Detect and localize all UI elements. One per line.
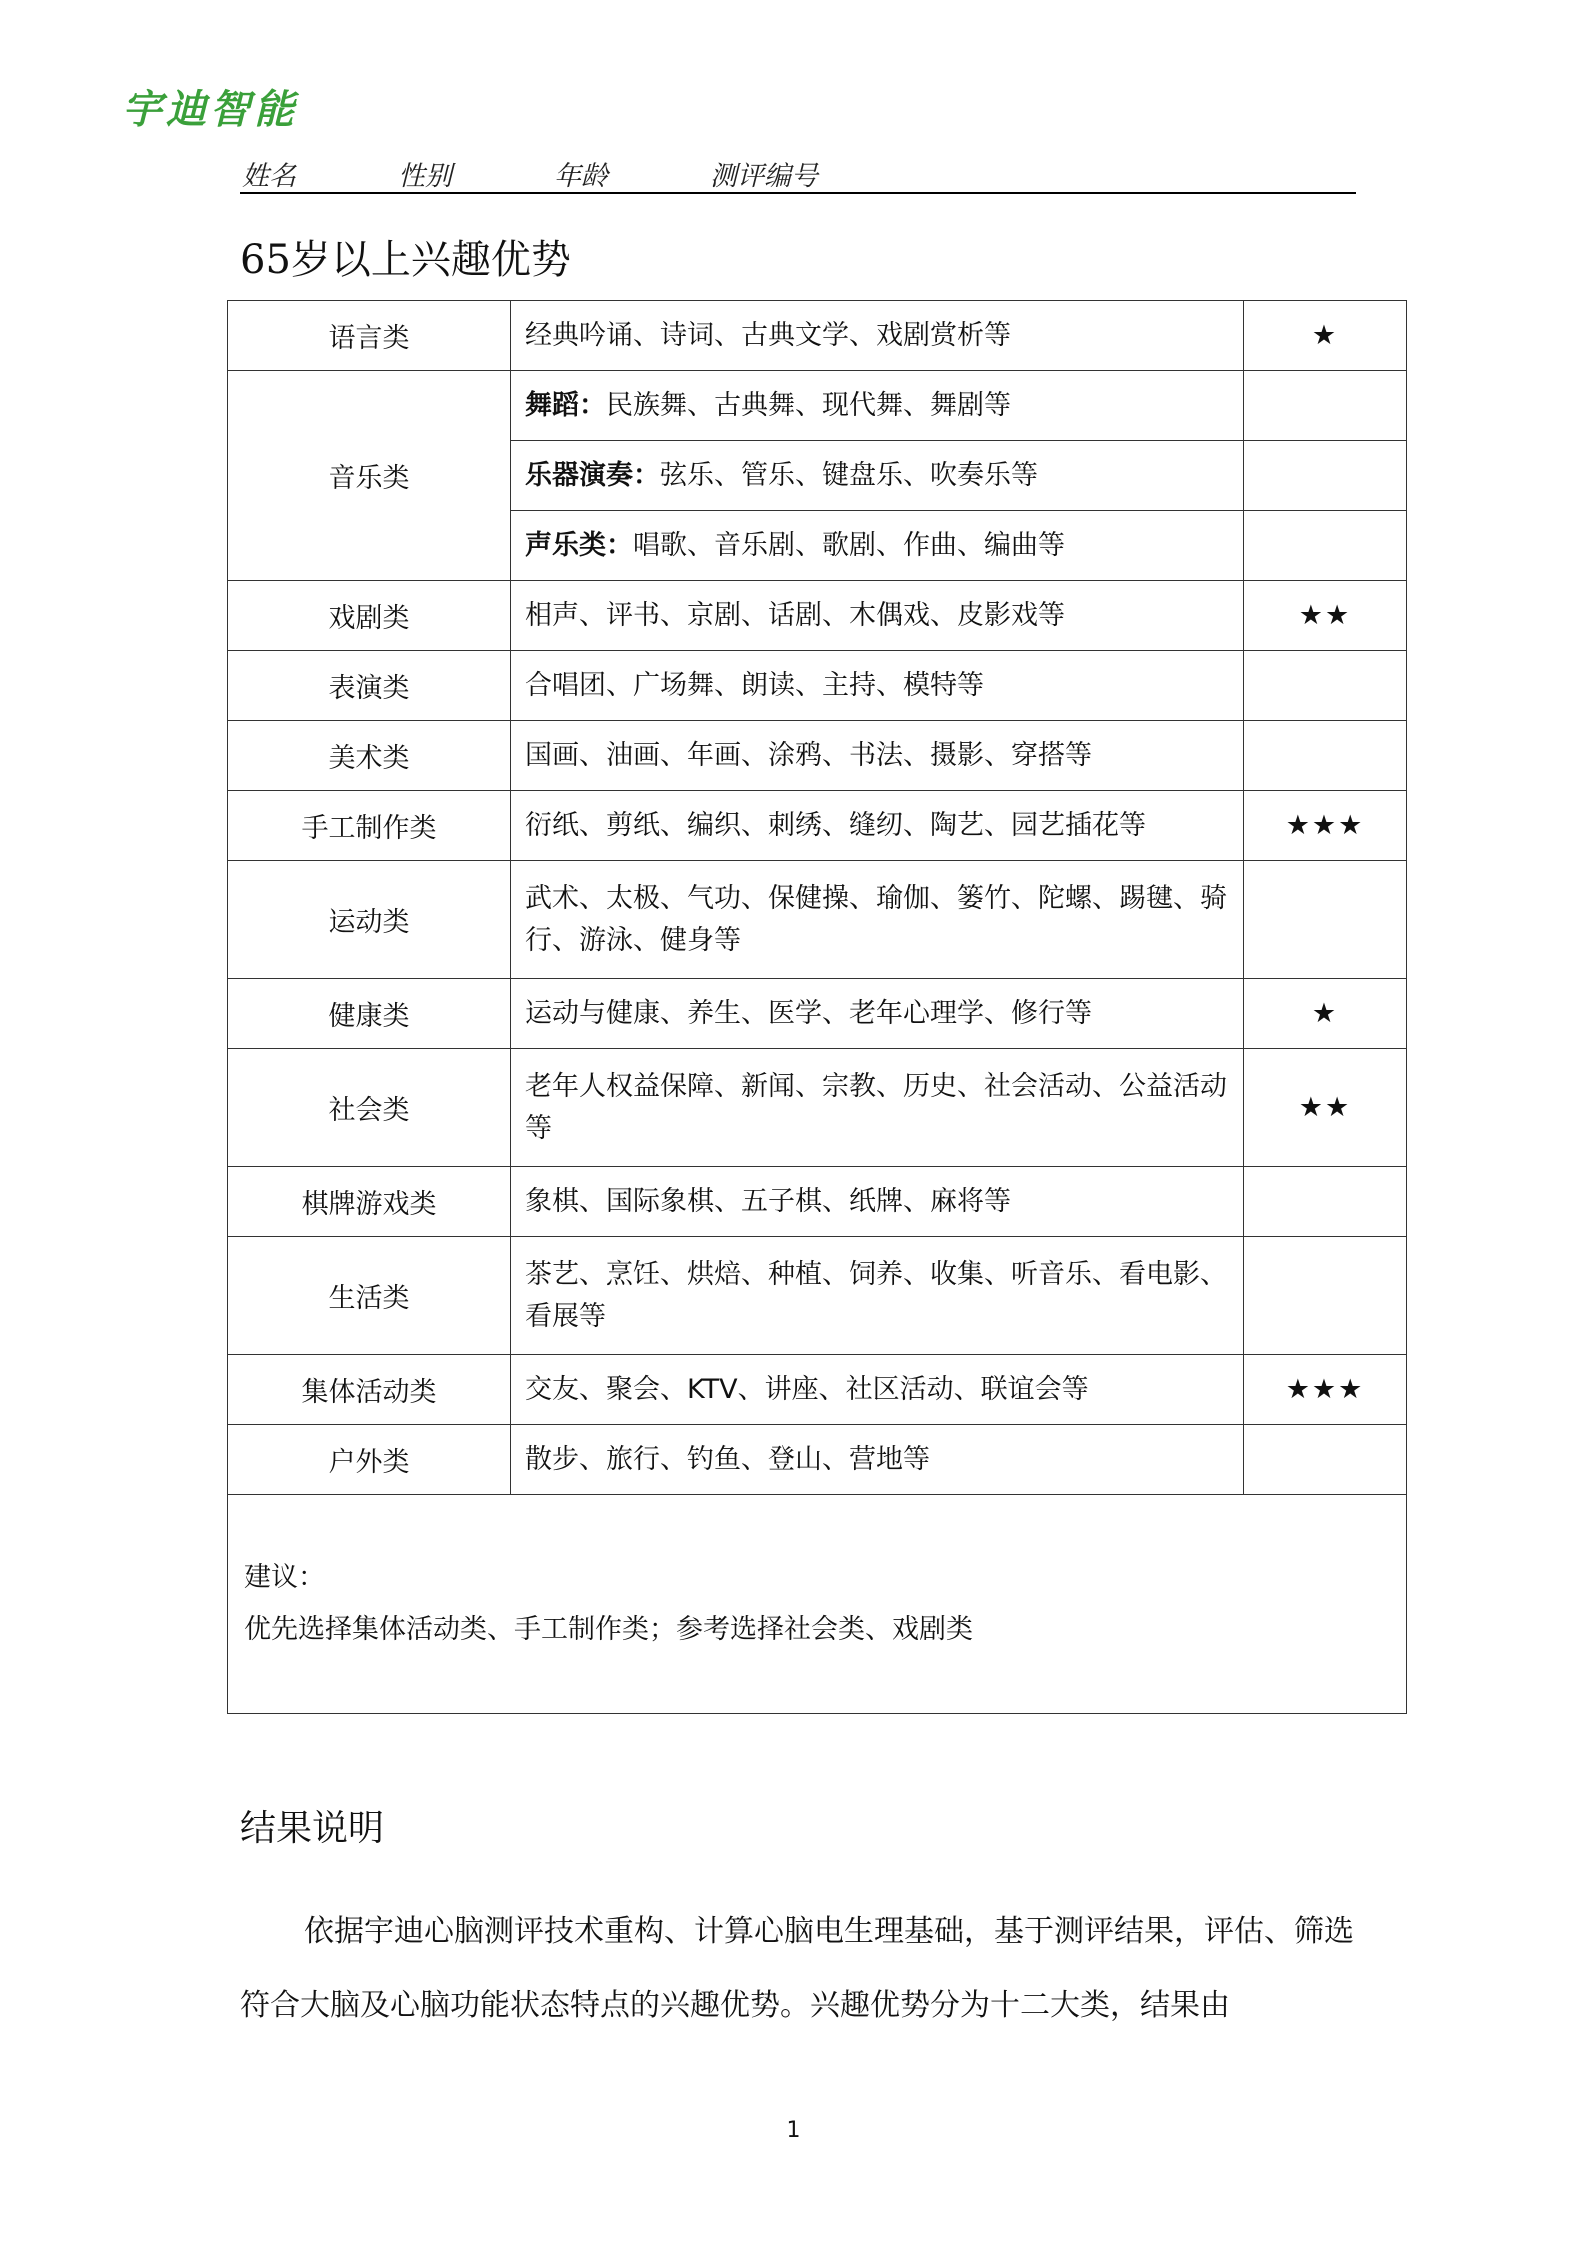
table-row [228, 1425, 1407, 1495]
desc-cell: 老年人权益保障、新闻、宗教、历史、社会活动、公益活动等 [511, 1049, 1244, 1167]
table-row [228, 1237, 1407, 1355]
desc-cell: 运动与健康、养生、医学、老年心理学、修行等 [511, 979, 1244, 1049]
category-cell: 生活类 [228, 1237, 511, 1355]
rating-stars [1244, 441, 1407, 511]
category-cell: 语言类 [228, 301, 511, 371]
desc-text: 唱歌、音乐剧、歌剧、作曲、编曲等 [633, 529, 1065, 561]
rating-stars: ★ [1244, 301, 1407, 371]
desc-cell: 茶艺、烹饪、烘焙、种植、饲养、收集、听音乐、看电影、看展等 [511, 1237, 1244, 1355]
rating-stars [1244, 1425, 1407, 1495]
result-paragraph: 依据宇迪心脑测评技术重构、计算心脑电生理基础，基于测评结果，评估、筛选符合大脑及心脑功能状态特点的兴趣优势。兴趣优势分为十二大类，结果由 [240, 1914, 1354, 2023]
rating-stars: ★★ [1244, 581, 1407, 651]
desc-prefix: 声乐类： [525, 529, 633, 561]
id-label: 测评编号 [710, 161, 818, 192]
category-cell: 户外类 [228, 1425, 511, 1495]
rating-stars [1244, 721, 1407, 791]
table-row [228, 1167, 1407, 1237]
category-cell: 集体活动类 [228, 1355, 511, 1425]
category-cell: 音乐类 [228, 371, 511, 581]
desc-cell: 合唱团、广场舞、朗读、主持、模特等 [511, 651, 1244, 721]
rating-stars: ★★ [1244, 1049, 1407, 1167]
table-row [228, 371, 1407, 441]
rating-stars: ★★★ [1244, 1355, 1407, 1425]
rating-stars [1244, 371, 1407, 441]
category-cell: 运动类 [228, 861, 511, 979]
desc-cell: 武术、太极、气功、保健操、瑜伽、篓竹、陀螺、踢毽、骑行、游泳、健身等 [511, 861, 1244, 979]
category-cell: 手工制作类 [228, 791, 511, 861]
desc-cell: 相声、评书、京剧、话剧、木偶戏、皮影戏等 [511, 581, 1244, 651]
category-cell: 社会类 [228, 1049, 511, 1167]
table-row [228, 721, 1407, 791]
header-fields [240, 150, 1356, 194]
desc-text: 弦乐、管乐、键盘乐、吹奏乐等 [660, 459, 1038, 491]
category-cell: 美术类 [228, 721, 511, 791]
table-row [228, 581, 1407, 651]
table-row [228, 651, 1407, 721]
desc-cell: 象棋、国际象棋、五子棋、纸牌、麻将等 [511, 1167, 1244, 1237]
table-row [228, 301, 1407, 371]
desc-text: 民族舞、古典舞、现代舞、舞剧等 [606, 389, 1011, 421]
gender-label: 性别 [398, 161, 452, 192]
category-cell: 棋牌游戏类 [228, 1167, 511, 1237]
suggestion-text: 优先选择集体活动类、手工制作类；参考选择社会类、戏剧类 [244, 1614, 973, 1645]
age-label: 年龄 [554, 161, 608, 192]
brand-logo: 宇迪智能 [122, 87, 298, 133]
category-cell: 表演类 [228, 651, 511, 721]
desc-prefix: 乐器演奏： [525, 459, 660, 491]
category-cell: 戏剧类 [228, 581, 511, 651]
suggestion-row [228, 1495, 1407, 1714]
desc-cell [511, 511, 1244, 581]
category-cell: 健康类 [228, 979, 511, 1049]
rating-stars: ★ [1244, 979, 1407, 1049]
desc-prefix: 舞蹈： [525, 389, 606, 421]
table-row [228, 861, 1407, 979]
desc-cell: 经典吟诵、诗词、古典文学、戏剧赏析等 [511, 301, 1244, 371]
suggestion-label: 建议： [244, 1562, 325, 1593]
suggestion-cell [228, 1495, 1407, 1714]
name-label: 姓名 [242, 161, 296, 192]
rating-stars [1244, 861, 1407, 979]
rating-stars [1244, 511, 1407, 581]
rating-stars [1244, 651, 1407, 721]
page-number: 1 [786, 2118, 801, 2143]
interest-table [227, 300, 1407, 1714]
table-row [228, 979, 1407, 1049]
desc-cell: 散步、旅行、钓鱼、登山、营地等 [511, 1425, 1244, 1495]
table-row [228, 1049, 1407, 1167]
desc-cell: 国画、油画、年画、涂鸦、书法、摄影、穿搭等 [511, 721, 1244, 791]
rating-stars [1244, 1167, 1407, 1237]
desc-cell: 衍纸、剪纸、编织、刺绣、缝纫、陶艺、园艺插花等 [511, 791, 1244, 861]
result-title: 结果说明 [240, 1808, 385, 1849]
desc-cell: 交友、聚会、KTV、讲座、社区活动、联谊会等 [511, 1355, 1244, 1425]
desc-cell [511, 371, 1244, 441]
table-row [228, 791, 1407, 861]
rating-stars [1244, 1237, 1407, 1355]
page-title: 65岁以上兴趣优势 [240, 237, 571, 283]
table-row [228, 1355, 1407, 1425]
desc-cell [511, 441, 1244, 511]
rating-stars: ★★★ [1244, 791, 1407, 861]
